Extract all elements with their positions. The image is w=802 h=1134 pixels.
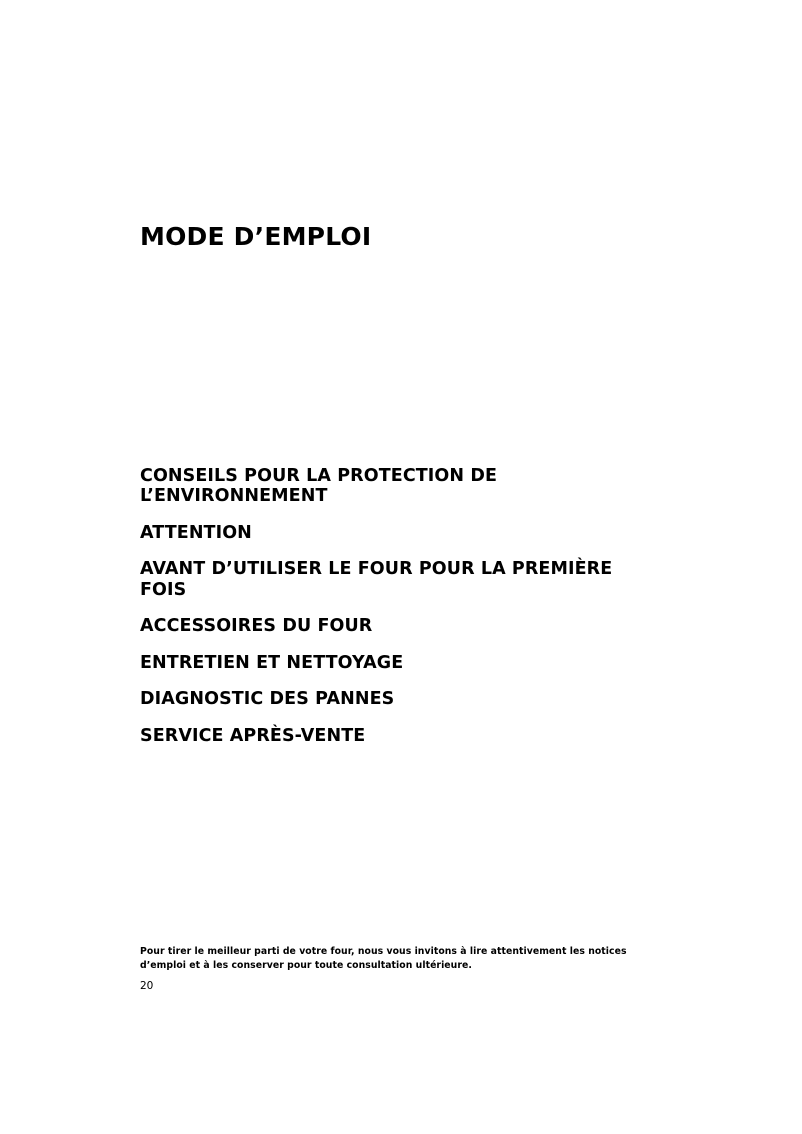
toc-entry-entretien: ENTRETIEN ET NETTOYAGE [140, 652, 404, 673]
toc-entry-environnement: CONSEILS POUR LA PROTECTION DE L’ENVIRONNEMENT [140, 466, 498, 507]
table-of-contents [140, 466, 660, 746]
toc-entry-accessoires: ACCESSOIRES DU FOUR [140, 616, 373, 637]
toc-entry-diagnostic: DIAGNOSTIC DES PANNES [140, 689, 395, 710]
page-number: 20 [140, 980, 154, 992]
page-title: MODE D’EMPLOI [140, 221, 372, 251]
footer-note: Pour tirer le meilleur parti de votre four, nous vous invitons à lire attentivement les notices d’emploi et à les conserver pour toute consultation ultérieure. [140, 946, 627, 971]
toc-entry-attention: ATTENTION [140, 522, 252, 543]
toc-entry-service: SERVICE APRÈS-VENTE [140, 725, 366, 746]
toc-entry-avant-utilisation: AVANT D’UTILISER LE FOUR POUR LA PREMIÈRE FOIS [140, 559, 613, 600]
